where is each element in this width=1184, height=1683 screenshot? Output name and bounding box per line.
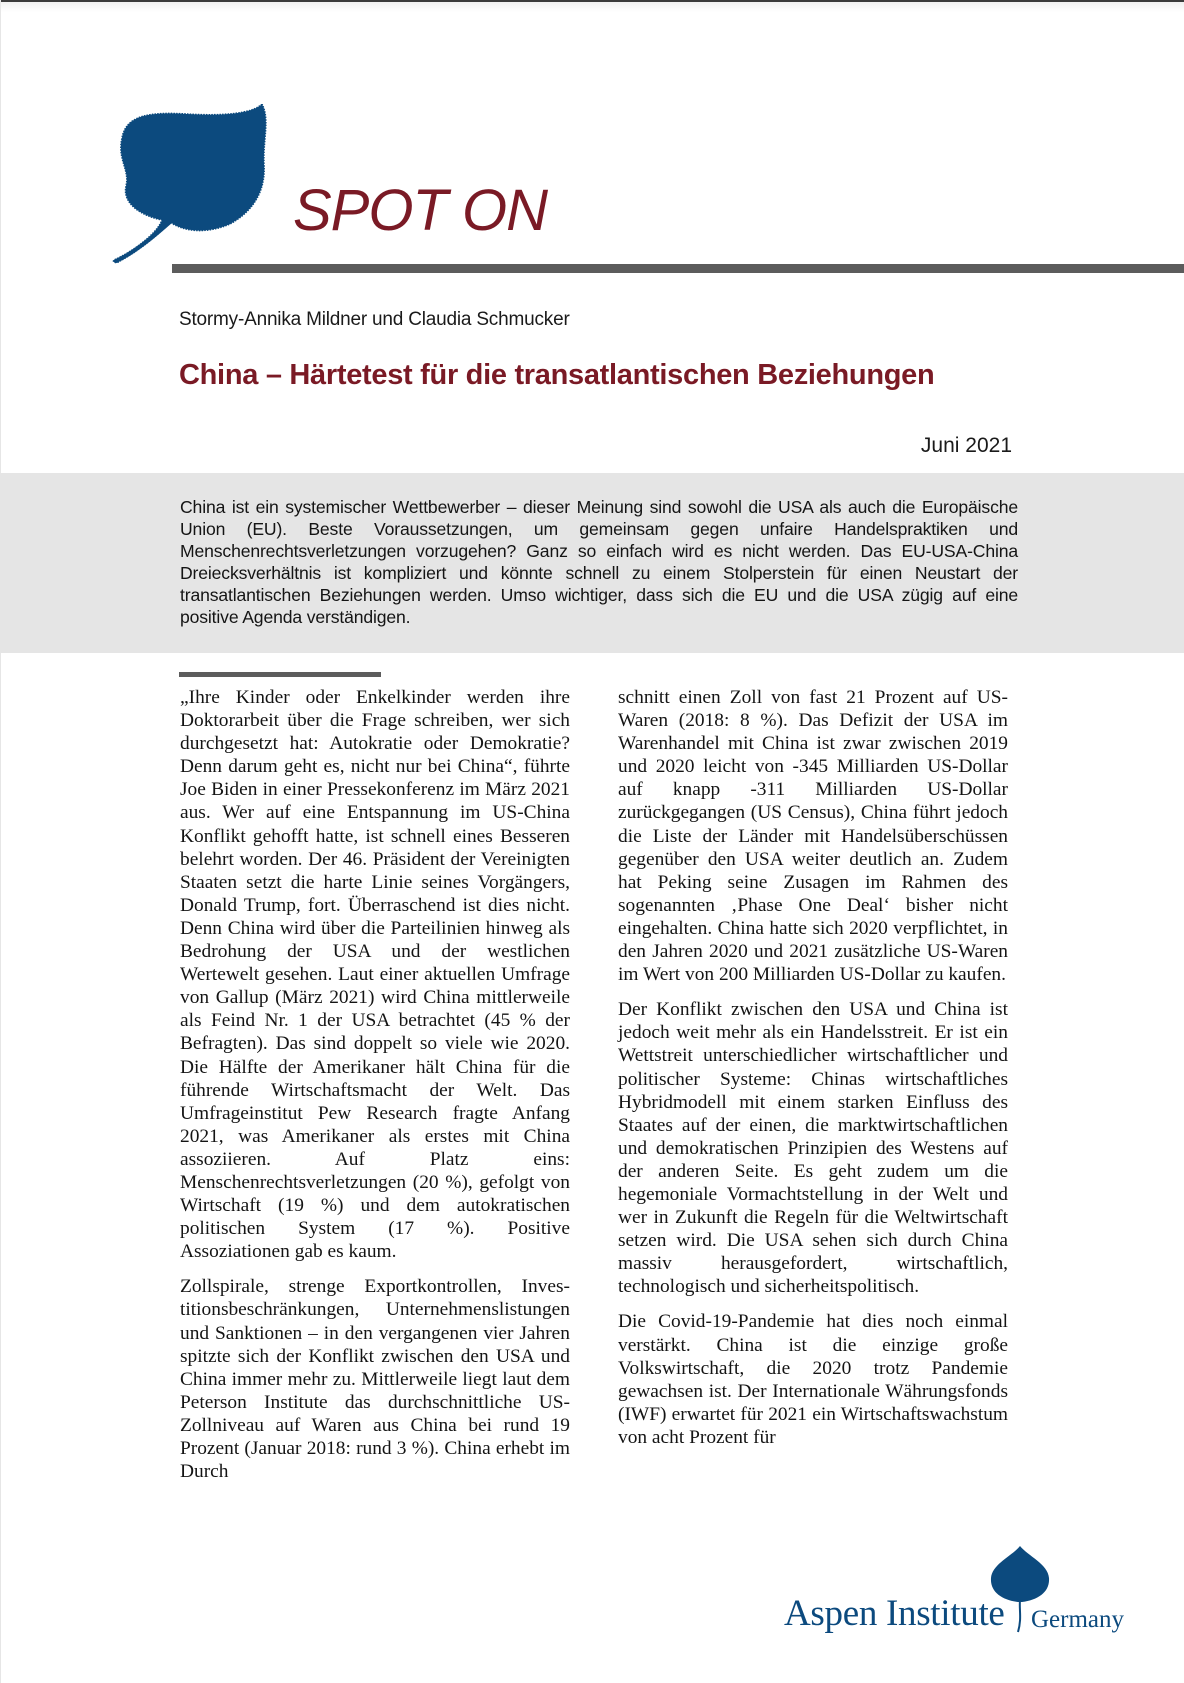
body-column-right [618,686,1008,1461]
page-left-edge [0,0,1,1683]
abstract-text: China ist ein systemischer Wettbewerber – dieser Meinung sind sowohl die USA als auch die Europäische Union (EU). Beste Voraussetzungen, um gemeinsam gegen unfaire Handelspraktiken und Menschenrechtsverletzungen vorzugehen? Ganz so einfach wird es nicht werden. Das EU-USA-China Dreiecksverhältnis ist kompliziert und könnte schnell zu einem Stolperstein für einen Neustart der transatlantischen Beziehungen werden. Umso wichtiger, dass sich die EU und die USA zügig auf eine positive Agenda verständigen. [180,497,1018,627]
body-paragraph: Die Covid-19-Pandemie hat dies noch einmal verstärkt. China ist die einzige große Volkswirtschaft, die 2020 trotz Pandemie gewachsen ist. Der Internationale Währungsfonds (IWF) erwartet für 2021 ein Wirtschaftswachstum von acht Prozent für [618,1311,1008,1448]
org-country: Germany [1031,1606,1125,1633]
window-top-shadow [0,2,1184,12]
article-title: China – Härtetest für die transatlantischen Beziehungen [179,359,935,391]
body-paragraph: schnitt einen Zoll von fast 21 Prozent auf US-Waren (2018: 8 %). Das Defizit der USA im Warenhandel mit China ist zwar zwischen 2019 und 2020 leicht von -345 Milliarden US-Dollar auf knapp -311 Milliarden US-Dollar zurückgegangen (US Census), China führt jedoch die Liste der Länder mit Handelsüberschüssen gegenüber den USA weiter deutlich an. Zudem hat Peking seine Zusagen im Rahmen des sogenannten ‚Phase One Deal‘ bisher nicht eingehalten. China hatte sich 2020 verpflichtet, in den Jahren 2020 und 2021 zusätzliche US-Waren im Wert von 200 Milliarden US-Dollar zu kaufen. [618,687,1008,986]
body-paragraph: „Ihre Kinder oder Enkelkinder werden ihre Doktorarbeit über die Frage schreiben, wer sich durchgesetzt hat: Autokratie oder Demokratie? Denn darum geht es, nicht nur bei China“, führte Joe Biden in einer Pressekonferenz im März 2021 aus. Wer auf eine Entspannung im US-China Konflikt gehofft hatte, ist schnell eines Besseren belehrt worden. Der 46. Präsident der Vereinigten Staaten setzt die harte Linie seines Vorgängers, Donald Trump, fort. Überraschend ist dies nicht. Denn China wird über die Parteilinien hinweg als Bedrohung der USA und der westlichen Wertewelt gesehen. Laut einer aktuellen Umfrage von Gallup (März 2021) wird China mittlerweile als Feind Nr. 1 der USA betrachtet (45 % der Befragten). Das sind doppelt so viele wie 2020. Die Hälfte der Amerikaner hält China für die führende Wirtschaftsmacht der Welt. Das Umfrageinstitut Pew Research fragte Anfang 2021, was Amerikaner als erstes mit China assoziieren. Auf Platz eins: Menschenrechtsverletzungen (20 %), gefolgt von Wirtschaft (19 %) und dem autokratischen politischen System (17 %). Positive Assoziationen gab es kaum. [180,687,570,1263]
article-authors: Stormy-Annika Mildner und Claudia Schmucker [179,309,570,330]
section-divider [179,672,381,677]
org-name: Aspen Institute [784,1593,1005,1634]
aspen-institute-logo [784,1542,1124,1642]
body-paragraph: Der Konflikt zwischen den USA und China ist jedoch weit mehr als ein Handelsstreit. Er ist ein Wettstreit unterschiedlicher wirtschaftlicher und politischer Systeme: Chinas wirtschaftliches Hybridmodell mit einem starken Einfluss des Staates auf der einen, die marktwirtschaftlichen und demokratischen Prinzipien des Westens auf der anderen Seite. Es geht zudem um die hegemoniale Vormachtstellung in der Welt und wer in Zukunft die Regeln für die Weltwirtschaft setzen wird. Die USA sehen sich durch China massiv herausgefordert, wirtschaftlich, technologisch und sicherheitspolitisch. [618,999,1008,1298]
body-column-left [180,686,570,1495]
body-paragraph: Zollspirale, strenge Exportkontrollen, Investitionsbeschränkungen, Unternehmenslistungen und Sanktionen – in den vergangenen vier Jahren spitzte sich der Konflikt zwischen den USA und China immer mehr zu. Mittlerweile liegt laut dem Peterson Institute das durchschnittliche US-Zollniveau auf Waren aus China bei rund 19 Prozent (Januar 2018: rund 3 %). China erhebt im Durch [180,1276,570,1483]
publication-date: Juni 2021 [920,434,1012,457]
aspen-leaf-icon [112,104,288,280]
brand-title: SPOT ON [293,178,548,243]
header-divider [172,264,1184,273]
